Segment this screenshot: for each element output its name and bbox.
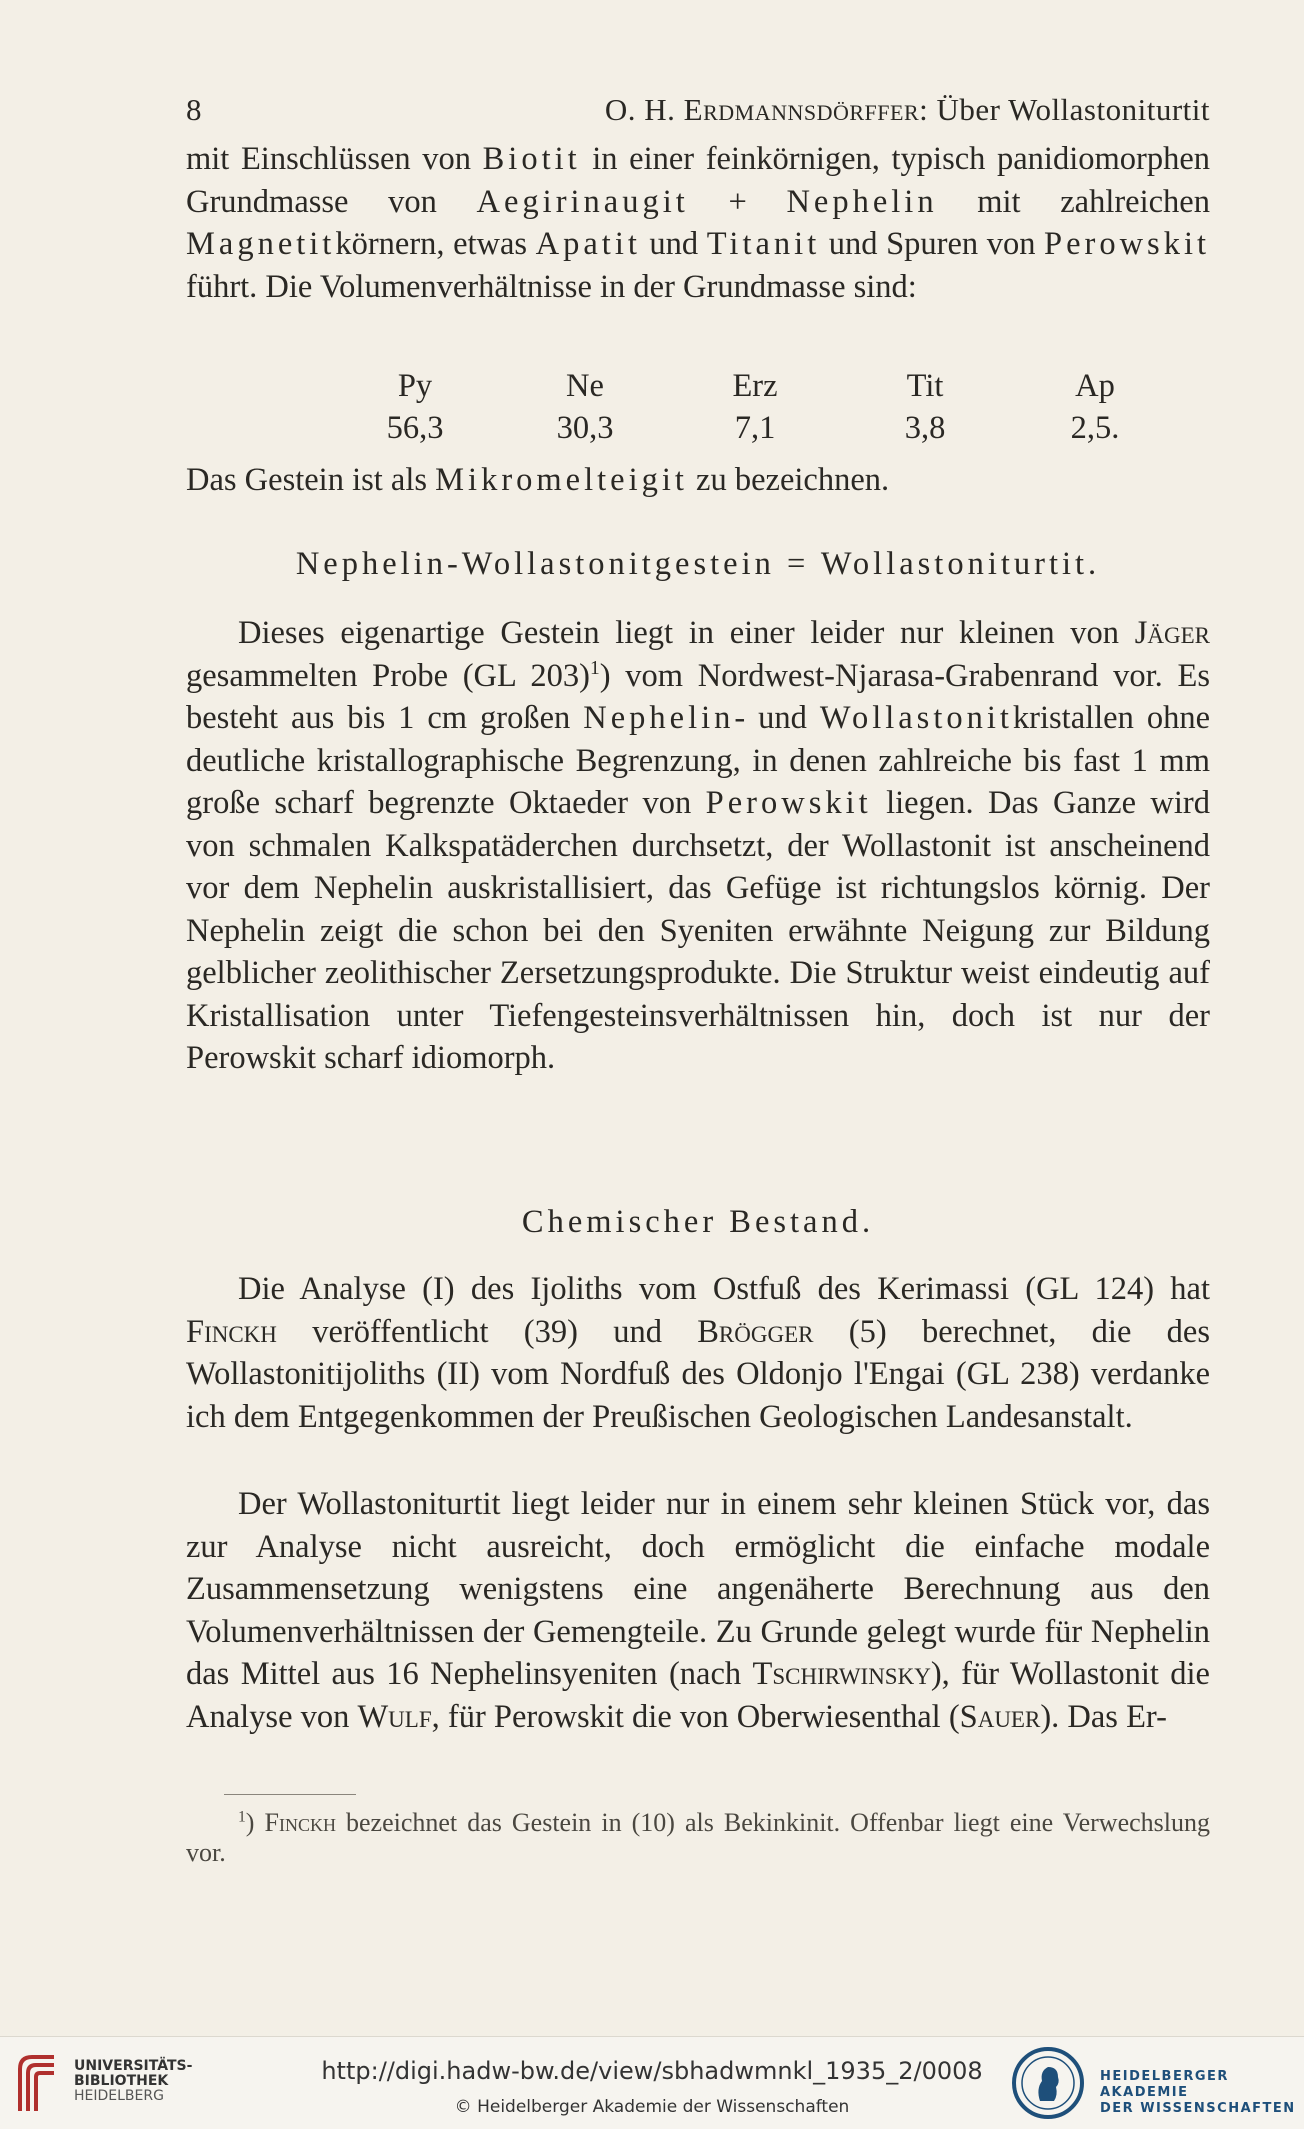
term-perowskit: Perowskit bbox=[1044, 226, 1210, 262]
term-biotit: Biotit bbox=[482, 141, 581, 177]
author-wulf: Wulf bbox=[357, 1698, 432, 1735]
academy-label: HEIDELBERGER AKADEMIE DER WISSENSCHAFTEN bbox=[1100, 2069, 1296, 2116]
table-cell: 7,1 bbox=[734, 410, 776, 447]
volume-ratio-table bbox=[330, 365, 1180, 450]
term-apatit: Apatit bbox=[535, 226, 641, 262]
footnote-text: $^1$) Finckh bezeichnet das Gestein in (10) als Bekinkinit. Offenbar liegt eine Verwechslung vor. bbox=[186, 1808, 1210, 1867]
paragraph-description bbox=[186, 612, 1210, 1080]
paragraph-analysis bbox=[186, 1268, 1210, 1438]
table-cell: 3,8 bbox=[904, 410, 946, 447]
footnote-ref: 1 bbox=[589, 657, 600, 679]
term-mikromelteigit: Mikromelteigit bbox=[435, 462, 688, 498]
paragraph-text: Dieses eigenartige Gestein liegt in einer leider nur kleinen von Jäger gesammelten Probe (GL 203)$^1$) vom Nordwest-Njarasa-Grabenrand vor. Es besteht aus bis 1 cm großen Nephelin- und Wollastonitkristallen ohne deutliche kristallographische Begrenzung, in denen zahlreiche bis fast 1 mm große scharf begrenzte Oktaeder von Perowskit liegen. Das Ganze wird von schmalen Kalkspatäderchen durchsetzt, der Wollastonit ist anscheinend vor dem Nephelin auskristallisiert, das Gefüge ist richtungslos körnig. Der Nephelin zeigt die schon bei den Syeniten erwähnte Neigung zur Bildung gelblicher zeolithischer Zersetzungsprodukte. Die Struktur weist eindeutig auf Kristallisation unter Tiefengesteinsverhältnissen hin, doch ist nur der Perowskit scharf idiomorph. bbox=[186, 615, 1210, 1076]
table-row bbox=[330, 408, 1180, 451]
ub-heidelberg-label: UNIVERSITÄTS- BIBLIOTHEK HEIDELBERG bbox=[74, 2058, 193, 2104]
term-wollastonit: Wollastonit bbox=[819, 700, 1013, 736]
author-jaeger: Jäger bbox=[1134, 615, 1210, 651]
table-cell: 56,3 bbox=[386, 410, 444, 447]
paragraph-conclusion bbox=[186, 459, 1210, 502]
term-magnetit: Magnetit bbox=[186, 226, 336, 262]
term-nephelin: Nephelin bbox=[786, 183, 938, 220]
section-heading-nephelin-wollastonit: Nephelin-Wollastonitgestein = Wollastoniturtit. bbox=[295, 546, 1101, 582]
table-header: Py bbox=[397, 367, 433, 404]
author-broegger: Brögger bbox=[697, 1313, 814, 1350]
running-head-author: O. H. Erdmannsdörffer bbox=[604, 92, 920, 127]
footnote-marker: 1 bbox=[238, 1808, 246, 1826]
footnote bbox=[186, 1808, 1210, 1868]
table-header: Erz bbox=[732, 367, 778, 404]
paragraph-text: Der Wollastoniturtit liegt leider nur in einem sehr kleinen Stück vor, das zur Analyse nicht ausreicht, doch ermöglicht die einfache modale Zusammensetzung wenigstens eine angenäherte Berechnung aus den Volumenverhältnissen der Gemengteile. Zu Grunde gelegt wurde für Nephelin das Mittel aus 16 Nephelinsyeniten (nach Tschirwinsky), für Wollastonit die Analyse von Wulf, für Perowskit die von Oberwiesenthal (Sauer). Das Er- bbox=[186, 1486, 1210, 1735]
term-aegirinaugit: Aegirinaugit bbox=[476, 183, 689, 220]
academy-seal-icon bbox=[1010, 2045, 1086, 2121]
digitization-footer bbox=[0, 2036, 1304, 2129]
paragraph-text: Die Analyse (I) des Ijoliths vom Ostfuß des Kerimassi (GL 124) hat Finckh veröffentlicht (39) und Brögger (5) berechnet, die des Wollastonitijoliths (II) vom Nordfuß des Oldonjo l'Engai (GL 238) verdanke ich dem Entgegenkommen der Preußischen Geologischen Landesanstalt. bbox=[186, 1271, 1210, 1435]
copyright-notice: © Heidelberger Akademie der Wissenschaften bbox=[454, 2097, 850, 2117]
table-cell: 2,5. bbox=[1070, 410, 1120, 447]
paragraph-text: Das Gestein ist als Mikromelteigit zu bezeichnen. bbox=[186, 462, 890, 498]
table-cell: 30,3 bbox=[556, 410, 614, 447]
table-header: Tit bbox=[906, 367, 944, 404]
author-finckh: Finckh bbox=[264, 1808, 336, 1837]
running-head-title: : Über Wollastoniturtit bbox=[919, 92, 1210, 127]
term-titanit: Titanit bbox=[706, 226, 821, 262]
author-sauer: Sauer bbox=[959, 1698, 1041, 1735]
paragraph-text: mit Einschlüssen von Biotit in einer feinkörnigen, typisch panidiomorphen Grundmasse von Aegirinaugit + Nephelin mit zahlreichen Magnetitkörnern, etwas Apatit und Titanit und Spuren von Perowskit führt. Die Volumenverhältnisse in der Grundmasse sind: bbox=[186, 141, 1211, 305]
author-tschirwinsky: Tschirwinsky bbox=[752, 1656, 931, 1692]
term-perowskit: Perowskit bbox=[705, 785, 872, 821]
paragraph-calculation bbox=[186, 1483, 1210, 1738]
table-header: Ap bbox=[1075, 367, 1115, 404]
running-header bbox=[186, 92, 1210, 132]
term-nephelin: Nephelin bbox=[583, 700, 735, 736]
table-header-row bbox=[330, 365, 1180, 408]
table-header: Ne bbox=[566, 367, 604, 404]
permalink-url[interactable]: http://digi.hadw-bw.de/view/sbhadwmnkl_1935_2/0008 bbox=[321, 2057, 983, 2085]
paragraph-intro bbox=[186, 138, 1210, 308]
footnote-rule bbox=[224, 1794, 356, 1795]
author-finckh: Finckh bbox=[186, 1313, 277, 1350]
running-head bbox=[605, 92, 1210, 128]
page-number: 8 bbox=[186, 92, 202, 127]
section-heading-chemischer-bestand: Chemischer Bestand. bbox=[521, 1204, 875, 1240]
